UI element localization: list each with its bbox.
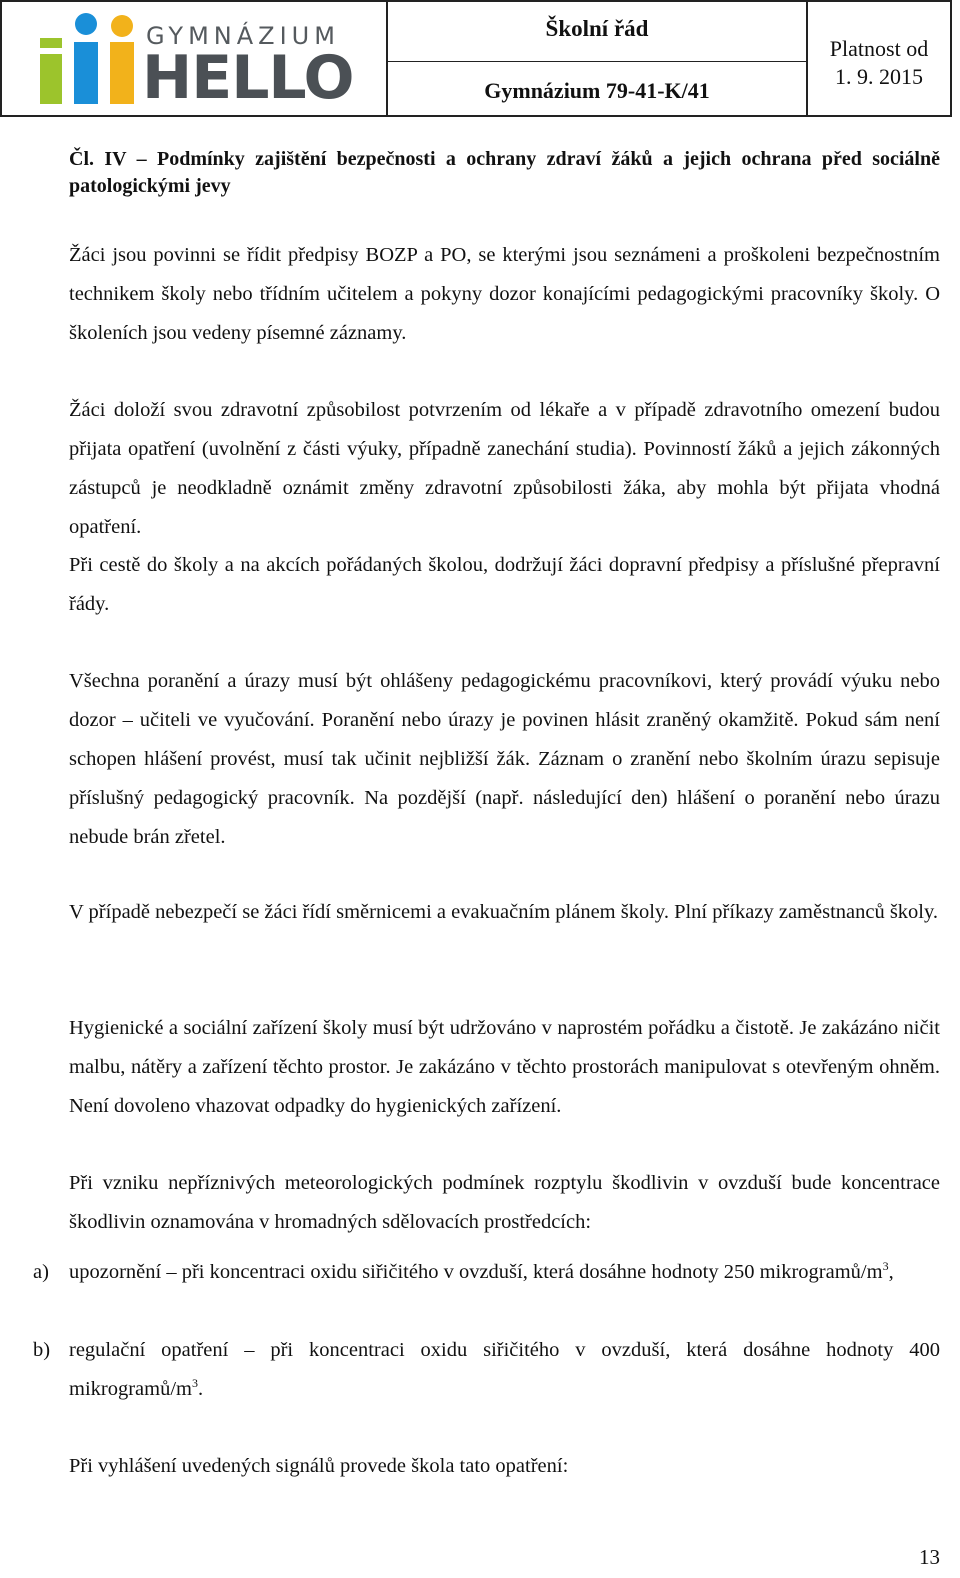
title-cell [388,2,808,62]
paragraph-health: Žáci doloží svou zdravotní způsobilost potvrzením od lékaře a v případě zdravotního omezení budou přijata opatření (uvolnění z části výuky, případně zanechání studia). Povinností žáků a jejich zákonných zástupců je neodkladně oznámit změny zdravotní způsobilosti žáka, aby mohla být přijata vhodná opatření. [69,399,940,538]
list-marker-a: a) [33,1261,49,1283]
logo-text-gymnazium: GYMNÁZIUM [146,22,340,50]
list-item [69,1253,940,1292]
program-code: Gymnázium 79-41-K/41 [484,78,710,103]
list-item [69,1331,940,1409]
superscript: 3 [882,1259,889,1274]
paragraph-injuries: Všechna poranění a úrazy musí být ohlášeny pedagogickému pracovníkovi, který provádí výuku nebo dozor – učiteli ve vyučování. Poranění nebo úrazy je povinen hlásit zraněný okamžitě. Pokud sám není schopen hlášení provést, musí tak učinit nejbližší žák. Záznam o zranění nebo školním úrazu sepisuje příslušný pedagogický pracovník. Na pozdější (např. následující den) hlášení o poranění nebo úrazu nebude brán zřetel. [69,670,940,848]
section-heading: Čl. IV – Podmínky zajištění bezpečnosti a ochrany zdraví žáků a jejich ochrana před sociálně patologickými jevy [69,148,940,197]
validity-label: Platnost od [829,36,929,61]
logo-cell [2,2,388,117]
validity-date: 1. 9. 2015 [835,64,923,89]
paragraph-closing: Při vyhlášení uvedených signálů provede škola tato opatření: [69,1455,569,1477]
document-title: Školní řád [545,16,649,41]
list-item-end: . [197,1378,204,1400]
list-item-text: upozornění – při koncentraci oxidu siřičitého v ovzduší, která dosáhne hodnoty 250 mikrogramů/m [69,1261,883,1283]
paragraph-hygiene: Hygienické a sociální zařízení školy musí být udržováno v naprostém pořádku a čistotě. Je zakázáno ničit malbu, nátěry a zařízení těchto prostor. Je zakázáno v těchto prostorách manipulovat s otevřeným ohněm. Není dovoleno vhazovat odpadky do hygienických zařízení. [69,1017,940,1117]
validity-cell [808,2,950,117]
paragraph-bozp: Žáci jsou povinni se řídit předpisy BOZP a PO, se kterými jsou seznámeni a proškoleni bezpečnostním technikem školy nebo třídním učitelem a pokyny dozor konajícími pedagogickými pracovníky školy. O školeních jsou vedeny písemné záznamy. [69,244,940,344]
program-cell [388,62,808,117]
list-item-end: , [888,1261,894,1283]
document-header [0,0,952,117]
paragraph-travel: Při cestě do školy a na akcích pořádaných školou, dodržují žáci dopravní předpisy a příslušné přepravní řády. [69,554,940,615]
list-item-text: regulační opatření – při koncentraci oxidu siřičitého v ovzduší, která dosáhne hodnoty 400 mikrogramů/m [69,1339,940,1400]
list-marker-b: b) [33,1339,51,1361]
page-number: 13 [919,1545,940,1569]
superscript: 3 [191,1376,198,1391]
logo-text-hello: HELLO [142,43,354,113]
paragraph-danger: V případě nebezpečí se žáci řídí směrnicemi a evakuačním plánem školy. Plní příkazy zaměstnanců školy. [69,901,939,923]
paragraph-meteorology: Při vzniku nepříznivých meteorologických podmínek rozptylu škodlivin v ovzduší bude koncentrace škodlivin oznamována v hromadných sdělovacích prostředcích: [69,1172,940,1233]
